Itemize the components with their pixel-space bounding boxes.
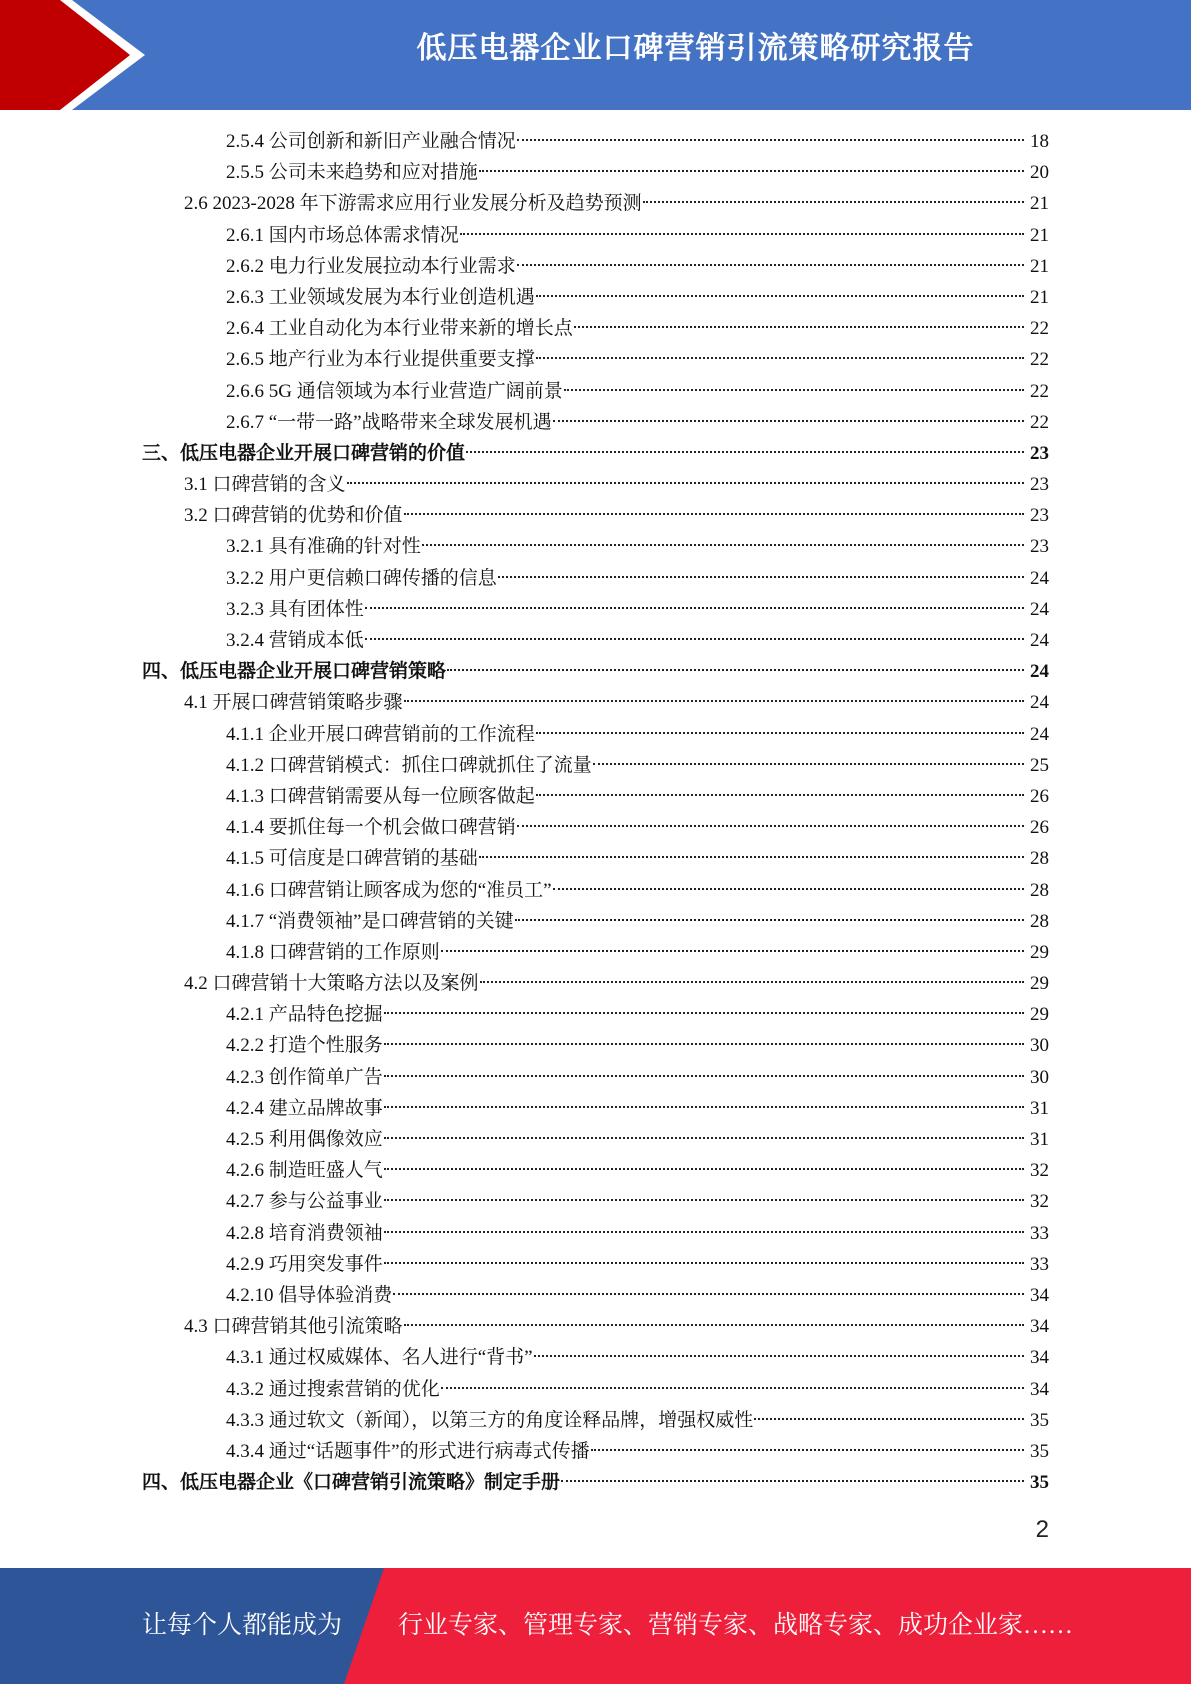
toc-entry[interactable] xyxy=(0,656,1191,687)
toc-entry-page: 24 xyxy=(1030,661,1049,683)
toc-entry-title: 3.2.4 营销成本低 xyxy=(226,630,364,651)
toc-entry-title: 四、低压电器企业开展口碑营销策略 xyxy=(142,661,447,683)
toc-entry-title: 4.2.1 产品特色挖掘 xyxy=(226,1004,383,1026)
toc-entry[interactable] xyxy=(0,1311,1191,1342)
toc-entry-page: 21 xyxy=(1030,286,1049,308)
toc-entry-title: 4.2.6 制造旺盛人气 xyxy=(226,1160,383,1182)
toc-entry-page: 35 xyxy=(1030,1440,1049,1462)
toc-dot-leader xyxy=(480,981,1024,983)
toc-dot-leader xyxy=(498,576,1024,578)
toc-entry-title: 3.2 口碑营销的优势和价值 xyxy=(184,505,403,527)
toc-dot-leader xyxy=(466,451,1024,453)
toc-entry-page: 24 xyxy=(1030,567,1049,589)
toc-entry-title: 3.2.2 用户更信赖口碑传播的信息 xyxy=(226,567,497,589)
toc-dot-leader xyxy=(515,919,1024,921)
toc-entry-page: 21 xyxy=(1030,255,1049,277)
toc-entry-page: 22 xyxy=(1030,411,1049,433)
toc-entry-page: 18 xyxy=(1030,131,1049,152)
toc-entry-title: 2.6.2 电力行业发展拉动本行业需求 xyxy=(226,255,516,277)
toc-entry[interactable] xyxy=(0,625,1191,656)
toc-entry[interactable] xyxy=(0,344,1191,375)
toc-entry-page: 23 xyxy=(1030,442,1049,464)
toc-entry[interactable] xyxy=(0,251,1191,282)
toc-entry-title: 4.2.8 培育消费领袖 xyxy=(226,1222,383,1244)
toc-entry-page: 32 xyxy=(1030,1191,1049,1213)
toc-entry-page: 25 xyxy=(1030,754,1049,776)
toc-entry-page: 24 xyxy=(1030,723,1049,745)
toc-entry-title: 4.2.2 打造个性服务 xyxy=(226,1035,383,1057)
toc-dot-leader xyxy=(422,544,1024,546)
toc-entry-title: 4.3 口碑营销其他引流策略 xyxy=(184,1316,403,1338)
toc-entry-title: 4.1.1 企业开展口碑营销前的工作流程 xyxy=(226,723,535,745)
toc-entry-page: 26 xyxy=(1030,785,1049,807)
toc-entry-page: 23 xyxy=(1030,474,1049,496)
toc-entry[interactable] xyxy=(0,1218,1191,1249)
toc-entry-title: 4.1.2 口碑营销模式：抓住口碑就抓住了流量 xyxy=(226,754,592,776)
toc-dot-leader xyxy=(384,1137,1024,1139)
toc-entry-title: 2.6.6 5G 通信领域为本行业营造广阔前景 xyxy=(226,380,563,402)
toc-entry-page: 22 xyxy=(1030,349,1049,371)
toc-entry-page: 22 xyxy=(1030,380,1049,402)
toc-dot-leader xyxy=(553,420,1024,422)
toc-entry-page: 24 xyxy=(1030,692,1049,714)
toc-entry-title: 4.1 开展口碑营销策略步骤 xyxy=(184,692,403,714)
toc-entry[interactable] xyxy=(0,843,1191,874)
report-title: 低压电器企业口碑营销引流策略研究报告 xyxy=(416,31,975,66)
toc-entry-page: 29 xyxy=(1030,1004,1049,1026)
toc-entry[interactable] xyxy=(0,407,1191,438)
toc-entry[interactable] xyxy=(0,875,1191,906)
toc-entry[interactable] xyxy=(0,1124,1191,1155)
toc-dot-leader xyxy=(574,326,1024,328)
toc-entry[interactable] xyxy=(0,1093,1191,1124)
toc-entry[interactable] xyxy=(0,999,1191,1030)
toc-entry-page: 24 xyxy=(1030,630,1049,651)
toc-dot-leader xyxy=(593,763,1024,765)
toc-entry-page: 31 xyxy=(1030,1097,1049,1119)
toc-entry-title: 4.1.4 要抓住每一个机会做口碑营销 xyxy=(226,817,516,839)
toc-dot-leader xyxy=(447,669,1024,671)
toc-entry-title: 4.2 口碑营销十大策略方法以及案例 xyxy=(184,973,479,995)
toc-entry-page: 34 xyxy=(1030,1316,1049,1338)
toc-entry-page: 35 xyxy=(1030,1409,1049,1431)
toc-dot-leader xyxy=(384,1012,1024,1014)
toc-entry[interactable] xyxy=(0,438,1191,469)
toc-dot-leader xyxy=(591,1449,1024,1451)
table-of-contents xyxy=(0,126,1191,1498)
toc-entry-page: 34 xyxy=(1030,1378,1049,1400)
toc-entry-title: 4.1.7 “消费领袖”是口碑营销的关键 xyxy=(226,910,514,932)
toc-entry-page: 35 xyxy=(1030,1472,1049,1494)
toc-dot-leader xyxy=(365,607,1024,609)
toc-dot-leader xyxy=(384,1262,1024,1264)
toc-dot-leader xyxy=(365,638,1024,640)
toc-entry-title: 4.3.1 通过权威媒体、名人进行“背书” xyxy=(226,1347,533,1369)
toc-entry-page: 23 xyxy=(1030,505,1049,527)
toc-entry-title: 3.2.1 具有准确的针对性 xyxy=(226,536,421,558)
toc-entry-title: 4.1.5 可信度是口碑营销的基础 xyxy=(226,848,478,870)
toc-entry-title: 3.1 口碑营销的含义 xyxy=(184,474,346,496)
toc-entry-title: 2.5.5 公司未来趋势和应对措施 xyxy=(226,162,478,184)
toc-entry-title: 2.5.4 公司创新和新旧产业融合情况 xyxy=(226,131,516,152)
toc-dot-leader xyxy=(536,794,1024,796)
toc-entry[interactable] xyxy=(0,282,1191,313)
toc-entry-page: 21 xyxy=(1030,224,1049,246)
toc-entry[interactable] xyxy=(0,563,1191,594)
toc-dot-leader xyxy=(384,1231,1024,1233)
toc-dot-leader xyxy=(384,1075,1024,1077)
toc-entry[interactable] xyxy=(0,687,1191,718)
toc-entry-title: 四、低压电器企业《口碑营销引流策略》制定手册 xyxy=(142,1472,561,1494)
toc-entry[interactable] xyxy=(0,313,1191,344)
toc-entry[interactable] xyxy=(0,126,1191,157)
toc-entry[interactable] xyxy=(0,1374,1191,1405)
toc-dot-leader xyxy=(536,732,1024,734)
toc-entry[interactable] xyxy=(0,719,1191,750)
toc-dot-leader xyxy=(517,825,1024,827)
toc-dot-leader xyxy=(553,888,1024,890)
toc-entry-page: 20 xyxy=(1030,162,1049,184)
toc-entry-page: 29 xyxy=(1030,973,1049,995)
toc-dot-leader xyxy=(384,1043,1024,1045)
toc-entry[interactable] xyxy=(0,220,1191,251)
toc-entry[interactable] xyxy=(0,1155,1191,1186)
toc-entry[interactable] xyxy=(0,750,1191,781)
toc-dot-leader xyxy=(561,1480,1024,1482)
toc-entry-page: 33 xyxy=(1030,1253,1049,1275)
toc-dot-leader xyxy=(460,233,1024,235)
toc-entry-title: 4.1.3 口碑营销需要从每一位顾客做起 xyxy=(226,785,535,807)
toc-entry-page: 32 xyxy=(1030,1160,1049,1182)
toc-entry-page: 26 xyxy=(1030,817,1049,839)
toc-entry-title: 三、低压电器企业开展口碑营销的价值 xyxy=(142,442,466,464)
toc-entry[interactable] xyxy=(0,1405,1191,1436)
toc-entry-title: 2.6.1 国内市场总体需求情况 xyxy=(226,224,459,246)
toc-entry[interactable] xyxy=(0,376,1191,407)
toc-entry-title: 4.3.3 通过软文（新闻），以第三方的角度诠释品牌，增强权威性 xyxy=(226,1409,754,1431)
toc-entry-title: 4.2.4 建立品牌故事 xyxy=(226,1097,383,1119)
red-chevron-decoration xyxy=(0,0,160,110)
toc-dot-leader xyxy=(479,856,1024,858)
toc-entry-page: 30 xyxy=(1030,1035,1049,1057)
toc-entry[interactable] xyxy=(0,968,1191,999)
footer-slogan-left: 让每个人都能成为 xyxy=(142,1612,343,1639)
toc-entry[interactable] xyxy=(0,531,1191,562)
toc-dot-leader xyxy=(441,950,1024,952)
toc-entry-title: 2.6.5 地产行业为本行业提供重要支撑 xyxy=(226,349,535,371)
footer-banner xyxy=(0,1568,1191,1684)
toc-dot-leader xyxy=(517,139,1024,141)
toc-dot-leader xyxy=(479,170,1024,172)
toc-entry-title: 4.3.4 通过“话题事件”的形式进行病毒式传播 xyxy=(226,1440,590,1462)
toc-dot-leader xyxy=(643,201,1024,203)
toc-entry-title: 4.2.7 参与公益事业 xyxy=(226,1191,383,1213)
toc-entry-title: 4.2.5 利用偶像效应 xyxy=(226,1129,383,1150)
toc-dot-leader xyxy=(347,482,1024,484)
toc-entry-title: 4.1.8 口碑营销的工作原则 xyxy=(226,941,440,963)
toc-dot-leader xyxy=(517,264,1024,266)
header-banner xyxy=(0,0,1191,110)
toc-entry-page: 24 xyxy=(1030,598,1049,620)
toc-dot-leader xyxy=(393,1293,1024,1295)
toc-dot-leader xyxy=(404,513,1024,515)
page-number: 2 xyxy=(1035,1516,1049,1543)
toc-entry-page: 23 xyxy=(1030,536,1049,558)
toc-entry[interactable] xyxy=(0,1249,1191,1280)
toc-entry-title: 2.6 2023-2028 年下游需求应用行业发展分析及趋势预测 xyxy=(184,193,642,215)
toc-entry[interactable] xyxy=(0,469,1191,500)
toc-entry-page: 21 xyxy=(1030,193,1049,215)
toc-entry-title: 3.2.3 具有团体性 xyxy=(226,598,364,620)
toc-entry-page: 28 xyxy=(1030,848,1049,870)
toc-entry-title: 4.2.3 创作简单广告 xyxy=(226,1066,383,1088)
toc-entry-page: 22 xyxy=(1030,318,1049,340)
toc-entry[interactable] xyxy=(0,1467,1191,1498)
toc-entry-title: 2.6.3 工业领域发展为本行业创造机遇 xyxy=(226,286,535,308)
toc-entry-page: 29 xyxy=(1030,941,1049,963)
toc-dot-leader xyxy=(536,295,1024,297)
toc-entry[interactable] xyxy=(0,1062,1191,1093)
toc-dot-leader xyxy=(536,357,1024,359)
toc-dot-leader xyxy=(754,1418,1024,1420)
toc-dot-leader xyxy=(534,1355,1024,1357)
toc-dot-leader xyxy=(564,389,1024,391)
toc-entry-title: 2.6.4 工业自动化为本行业带来新的增长点 xyxy=(226,318,573,340)
toc-entry-page: 28 xyxy=(1030,910,1049,932)
toc-entry[interactable] xyxy=(0,500,1191,531)
toc-entry[interactable] xyxy=(0,157,1191,188)
toc-entry[interactable] xyxy=(0,812,1191,843)
toc-entry[interactable] xyxy=(0,937,1191,968)
toc-entry[interactable] xyxy=(0,1186,1191,1217)
toc-entry-page: 28 xyxy=(1030,879,1049,901)
toc-entry-title: 4.1.6 口碑营销让顾客成为您的“准员工” xyxy=(226,879,552,901)
toc-entry-title: 2.6.7 “一带一路”战略带来全球发展机遇 xyxy=(226,411,552,433)
toc-entry-page: 34 xyxy=(1030,1284,1049,1306)
toc-entry[interactable] xyxy=(0,594,1191,625)
toc-dot-leader xyxy=(404,700,1024,702)
toc-entry-page: 30 xyxy=(1030,1066,1049,1088)
toc-dot-leader xyxy=(441,1387,1024,1389)
toc-entry-page: 33 xyxy=(1030,1222,1049,1244)
toc-entry[interactable] xyxy=(0,1280,1191,1311)
toc-entry[interactable] xyxy=(0,1342,1191,1373)
toc-dot-leader xyxy=(384,1199,1024,1201)
toc-entry-page: 34 xyxy=(1030,1347,1049,1369)
footer-slogan-right: 行业专家、管理专家、营销专家、战略专家、成功企业家…… xyxy=(398,1612,1074,1639)
toc-entry-page: 31 xyxy=(1030,1129,1049,1150)
toc-entry[interactable] xyxy=(0,1436,1191,1467)
toc-entry[interactable] xyxy=(0,1030,1191,1061)
toc-dot-leader xyxy=(384,1168,1024,1170)
toc-entry[interactable] xyxy=(0,781,1191,812)
toc-entry-title: 4.2.10 倡导体验消费 xyxy=(226,1284,393,1306)
toc-dot-leader xyxy=(404,1324,1024,1326)
toc-entry[interactable] xyxy=(0,188,1191,219)
toc-entry[interactable] xyxy=(0,906,1191,937)
toc-dot-leader xyxy=(384,1106,1024,1108)
toc-entry-title: 4.3.2 通过搜索营销的优化 xyxy=(226,1378,440,1400)
toc-entry-title: 4.2.9 巧用突发事件 xyxy=(226,1253,383,1275)
